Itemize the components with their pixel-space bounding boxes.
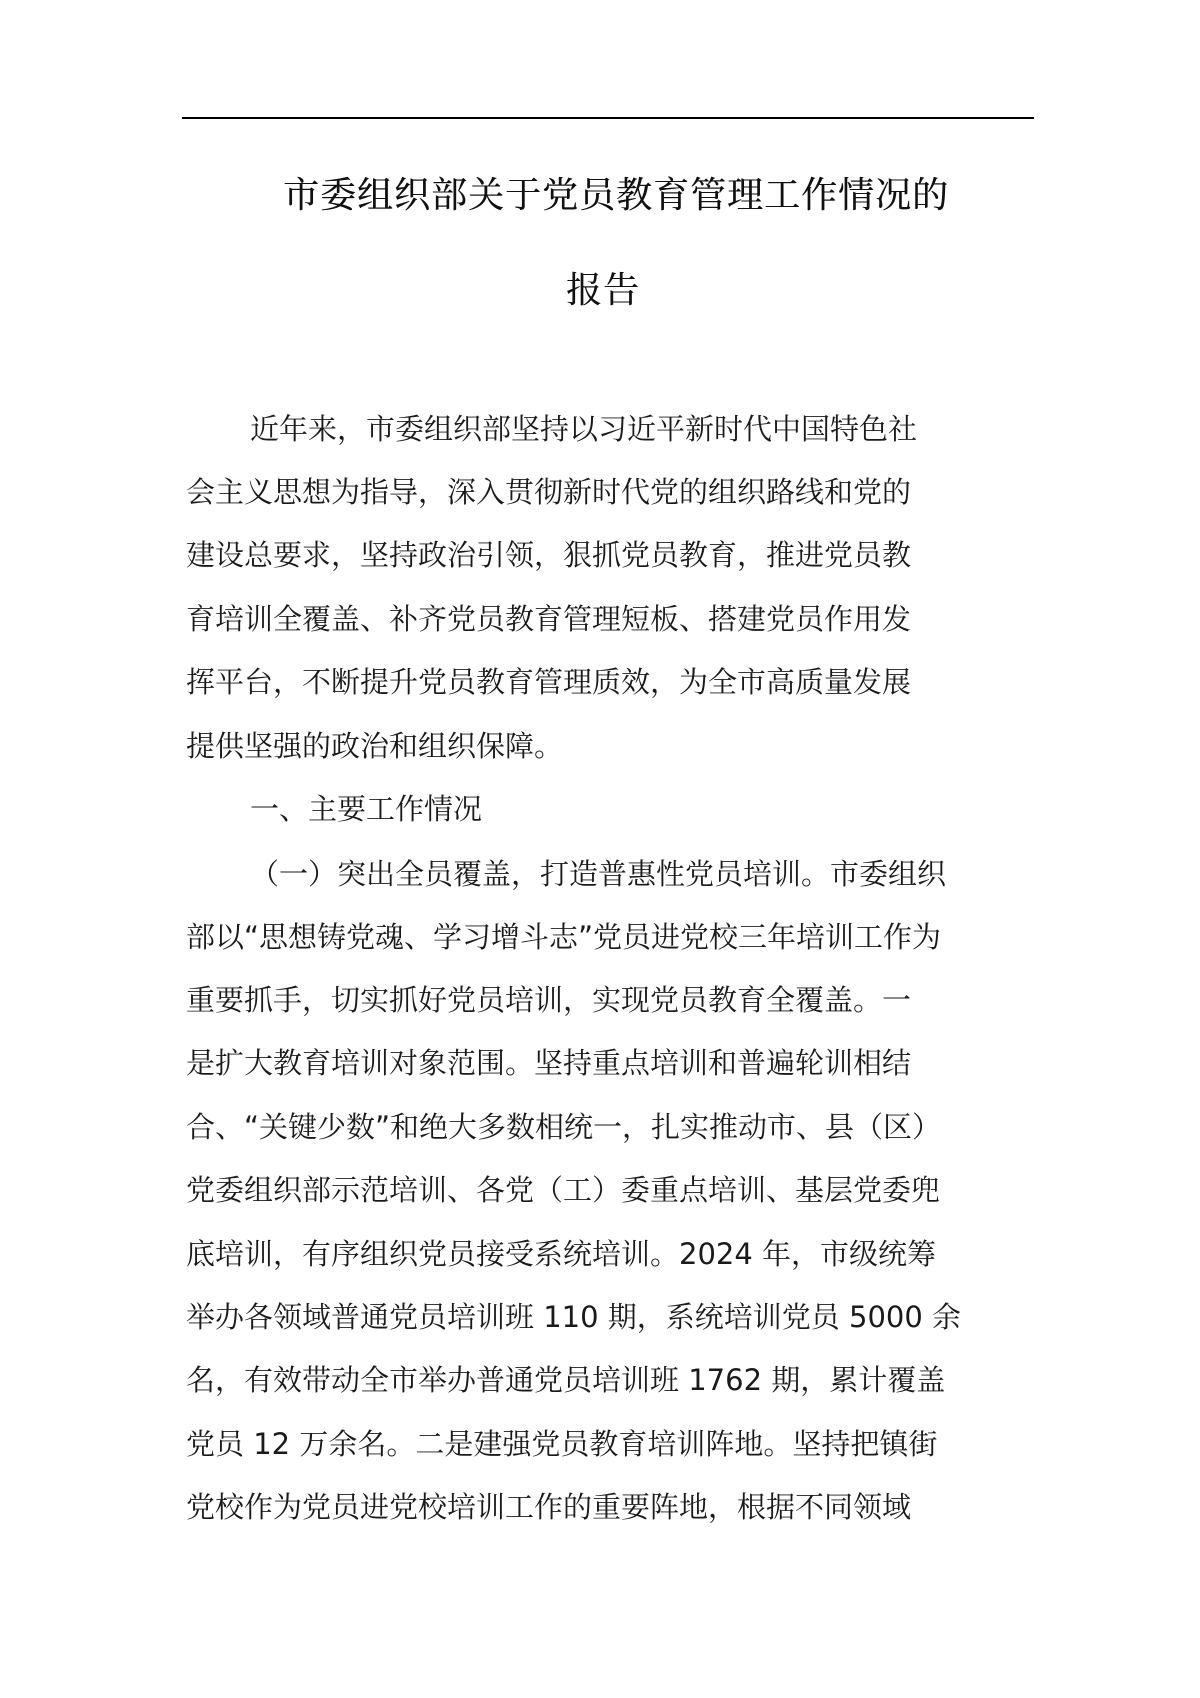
- body-line-17: 党员 12 万余名。二是建强党员教育培训阵地。坚持把镇街: [186, 1427, 938, 1461]
- body-line-11: 是扩大教育培训对象范围。坚持重点培训和普遍轮训相结: [186, 1046, 912, 1080]
- body-line-13: 党委组织部示范培训、各党（工）委重点培训、基层党委兜: [186, 1173, 941, 1207]
- header-rule: [182, 117, 1034, 119]
- body-line-12: 合、“关键少数”和绝大多数相统一，扎实推动市、县（区）: [186, 1110, 942, 1144]
- body-line-10: 重要抓手，切实抓好党员培训，实现党员教育全覆盖。一: [186, 983, 912, 1017]
- section-heading: 一、主要工作情况: [250, 792, 483, 826]
- body-line-5: 挥平台，不断提升党员教育管理质效，为全市高质量发展: [186, 665, 912, 699]
- body-line-8: （一）突出全员覆盖，打造普惠性党员培训。市委组织: [250, 857, 947, 891]
- body-line-6: 提供坚强的政治和组织保障。: [186, 729, 564, 763]
- body-line-4: 育培训全覆盖、补齐党员教育管理短板、搭建党员作用发: [186, 602, 912, 636]
- body-line-15: 举办各领域普通党员培训班 110 期，系统培训党员 5000 余: [186, 1300, 962, 1334]
- document-title-line-1: 市委组织部关于党员教育管理工作情况的: [283, 175, 950, 216]
- body-line-2: 会主义思想为指导，深入贯彻新时代党的组织路线和党的: [186, 475, 912, 509]
- body-line-14: 底培训，有序组织党员接受系统培训。2024 年，市级统筹: [186, 1237, 937, 1271]
- body-line-18: 党校作为党员进党校培训工作的重要阵地，根据不同领域: [186, 1490, 912, 1524]
- body-line-16: 名，有效带动全市举办普通党员培训班 1762 期，累计覆盖: [186, 1363, 946, 1397]
- body-line-3: 建设总要求，坚持政治引领，狠抓党员教育，推进党员教: [186, 538, 912, 572]
- body-line-9: 部以“思想铸党魂、学习增斗志”党员进党校三年培训工作为: [186, 920, 942, 954]
- document-title-line-2: 报告: [566, 270, 641, 311]
- body-line-1: 近年来，市委组织部坚持以习近平新时代中国特色社: [250, 412, 918, 446]
